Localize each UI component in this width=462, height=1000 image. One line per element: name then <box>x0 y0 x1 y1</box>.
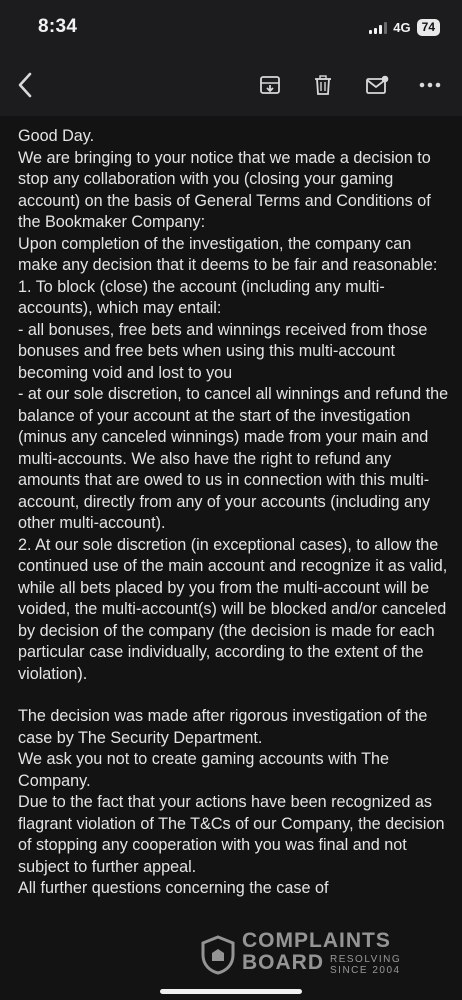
status-time: 8:34 <box>38 16 78 37</box>
more-icon <box>419 82 441 88</box>
more-button[interactable] <box>415 70 445 100</box>
watermark-logo <box>198 930 428 980</box>
back-arrow-icon <box>17 72 33 98</box>
email-paragraph: 2. At our sole discretion (in exceptional cases), to allow the continued use of the main account and recognize it as valid, while all bets placed by you from the multi-account will be voided, the multi-account(s) will be blocked and/or canceled by decision of the company (the decision is made for each particular case individually, according to the extent of the violation). <box>18 535 448 683</box>
watermark-title: COMPLAINTS <box>242 929 391 952</box>
email-paragraph: - at our sole discretion, to cancel all winnings and refund the balance of your account at the start of the investigation (minus any canceled winnings) made from your main and multi-accounts. We also have the right to refund any amounts that are owed to us in connection with this multi-account, directly from any of your accounts (including any other multi-account). <box>18 385 449 532</box>
status-indicators <box>369 19 440 36</box>
watermark-tagline <box>330 954 401 976</box>
email-body <box>0 116 462 1000</box>
email-paragraph: - all bonuses, free bets and winnings received from those bonuses and free bets when using this multi-account becoming void and lost to you <box>18 320 428 382</box>
signal-icon <box>369 22 387 34</box>
archive-icon <box>259 74 281 96</box>
network-type: 4G <box>393 20 411 35</box>
email-paragraph: Upon completion of the investigation, the company can make any decision that it deems to be fair and reasonable: <box>18 234 438 274</box>
email-paragraph: We ask you not to create gaming accounts with The Company. <box>18 750 390 790</box>
email-paragraph: All further questions concerning the case of <box>18 879 329 897</box>
email-paragraph: Good Day. <box>18 127 95 145</box>
watermark-tag-resolving: RESOLVING <box>330 954 402 965</box>
watermark-subtitle: BOARD <box>242 951 324 974</box>
email-paragraph: We are bringing to your notice that we made a decision to stop any collaboration with you (closing your gaming account) on the basis of General Terms and Conditions of the Bookmaker Company: <box>18 148 431 231</box>
mark-unread-button[interactable] <box>362 70 392 100</box>
archive-button[interactable] <box>255 70 285 100</box>
delete-button[interactable] <box>308 70 338 100</box>
trash-icon <box>312 74 334 96</box>
email-body-text <box>18 126 450 900</box>
email-toolbar <box>0 56 462 116</box>
battery-icon: 74 <box>417 19 440 36</box>
paragraph-gap <box>18 685 450 706</box>
email-paragraph: The decision was made after rigorous investigation of the case by The Security Department. <box>18 707 428 747</box>
mail-unread-icon <box>365 74 389 96</box>
home-indicator[interactable] <box>160 989 302 994</box>
email-paragraph: Due to the fact that your actions have been recognized as flagrant violation of The T&Cs of our Company, the decision of stopping any cooperation with you was final and not subject to further appeal. <box>18 793 445 876</box>
status-bar <box>0 0 462 56</box>
email-paragraph: 1. To block (close) the account (including any multi-accounts), which may entail: <box>18 277 385 317</box>
shield-icon <box>200 935 236 975</box>
watermark-tag-since: SINCE 2004 <box>330 965 401 976</box>
back-button[interactable] <box>10 70 40 100</box>
